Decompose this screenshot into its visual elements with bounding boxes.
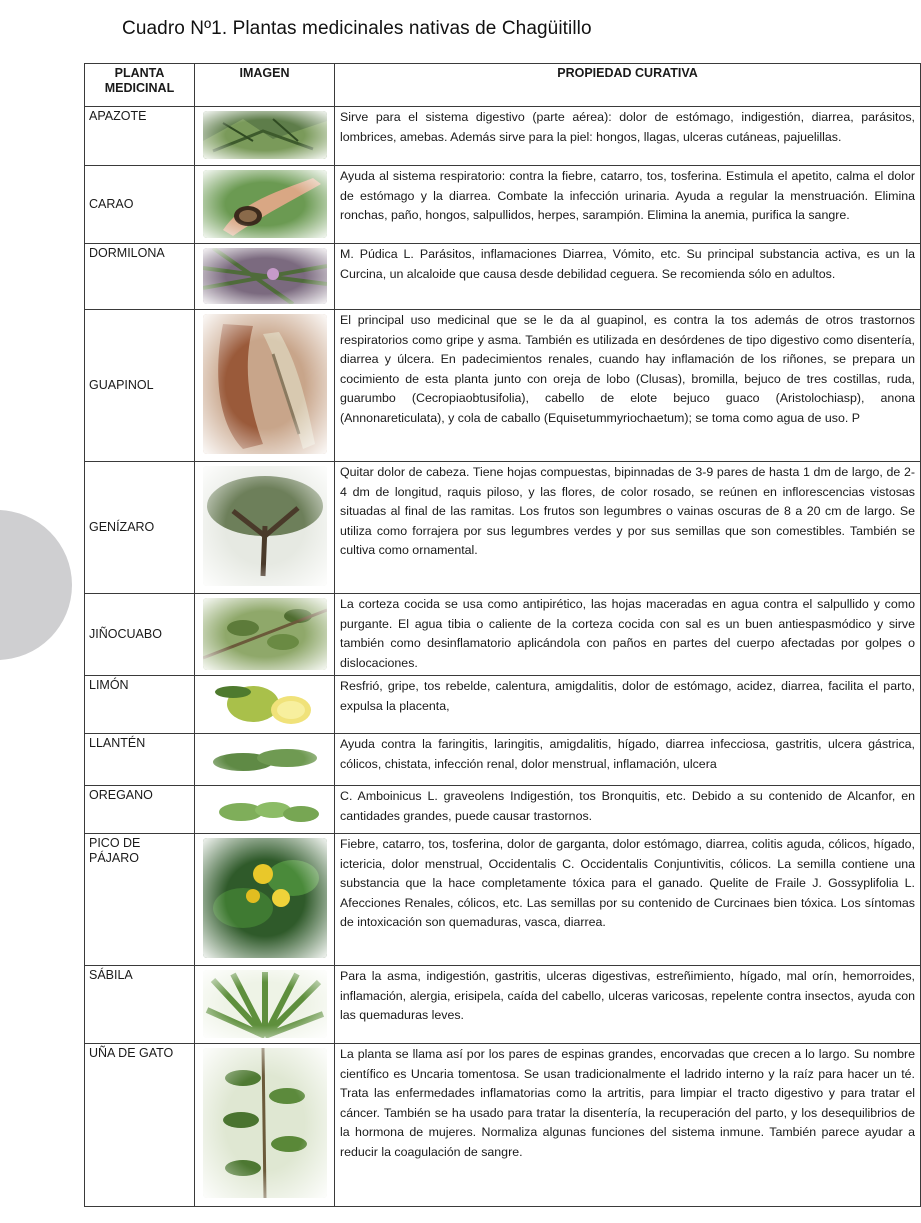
pico-de-pajaro-flowers-image [203, 838, 327, 958]
sabila-aloe-image [203, 970, 327, 1038]
decorative-side-circle [0, 510, 72, 660]
plant-description: Ayuda contra la faringitis, laringitis, amigdalitis, hígado, diarrea infecciosa, gastritis, ulcera gástrica, cólicos, chistata, infección renal, dolor menstrual, inflamación, ulcera [335, 734, 921, 786]
plant-description: Ayuda al sistema respiratorio: contra la fiebre, catarro, tos, tosferina. Estimula el apetito, calma el dolor de estómago y la diarrea. Combate la infección urinaria. Ayuda a regular la menstruación. Elimina ronchas, paño, hongos, salpullidos, herpes, sarampión. Elimina la anemia, purifica la sangre. [335, 166, 921, 244]
table-row [85, 310, 921, 462]
dormilona-plant-image [203, 248, 327, 304]
plant-name: GUAPINOL [85, 310, 195, 462]
table-row [85, 734, 921, 786]
apazote-leaves-image [203, 111, 327, 159]
carao-pod-image [203, 170, 327, 238]
plant-name: LLANTÉN [85, 734, 195, 786]
plant-description: M. Púdica L. Parásitos, inflamaciones Diarrea, Vómito, etc. Su principal substancia activa, es un la Curcina, un alcaloide que causa desde debilidad ceguera. Se recomienda sólo en adultos. [335, 244, 921, 310]
plant-description: Sirve para el sistema digestivo (parte aérea): dolor de estómago, indigestión, diarrea, parásitos, lombrices, amebas. Además sirve para la piel: hongos, llagas, ulceras cutáneas, pajuelillas. [335, 107, 921, 166]
table-title: Cuadro Nº1. Plantas medicinales nativas de Chagüitillo [122, 18, 592, 39]
guapinol-fruit-image [203, 314, 327, 454]
plant-name: PICO DE PÁJARO [85, 834, 195, 966]
plant-description: El principal uso medicinal que se le da al guapinol, es contra la tos además de otros trastornos respiratorios como gripe y asma. También es utilizada en desórdenes de tipo digestivo como disentería, diarrea y úlcera. En padecimientos renales, cuando hay inflamación de los riñones, se prepara un cocimiento de esta planta junto con oreja de lobo (Clusas), bromilla, bejuco de tres costillas, ruda, guarumbo (Cecropiaobtusifolia), cabello de elote bejuco guaco (Aristolochiasp), anona (Annonareticulata), y cola de caballo (Equisetummyriochaetum); se toma como agua de uso. P [335, 310, 921, 462]
plant-description: Quitar dolor de cabeza. Tiene hojas compuestas, bipinnadas de 3-9 pares de hasta 1 dm de largo, de 2-4 dm de longitud, raquis piloso, y las flores, de color rosado, se reúnen en inflorescencias vistosas situadas al final de las ramitas. Los frutos son legumbres o vainas oscuras de 8 a 20 cm de largo. Se utiliza como forrajera por sus legumbres verdes y por sus semillas que son comestibles. También se cultiva como ornamental. [335, 462, 921, 594]
plant-name: GENÍZARO [85, 462, 195, 594]
plant-name: OREGANO [85, 786, 195, 834]
una-de-gato-vine-image [203, 1048, 327, 1198]
plant-description: Fiebre, catarro, tos, tosferina, dolor de garganta, dolor estómago, diarrea, colitis aguda, cólicos, hígado, ictericia, dolor menstrual, Occidentalis C. Occidentalis Conjuntivitis, cólicos. La semilla contiene una substancia que la hace completamente tóxica para el ganado. Quelite de Fraile J. Gossyplifolia L. Afecciones Renales, cólicos, etc. Las semillas por su contenido de Curcinaes bien tóxica. Los síntomas de intoxicación son quemaduras, vasca, diarrea. [335, 834, 921, 966]
plant-name: DORMILONA [85, 244, 195, 310]
table-row [85, 676, 921, 734]
table-row [85, 786, 921, 834]
plant-description: C. Amboinicus L. graveolens Indigestión, tos Bronquitis, etc. Debido a su contenido de Alcanfor, en cantidades grandes, puede causar trastornos. [335, 786, 921, 834]
plant-name: APAZOTE [85, 107, 195, 166]
jinocuabo-leaves-image [203, 598, 327, 670]
header-row [85, 64, 921, 107]
oregano-leaves-image [203, 790, 327, 828]
table-row [85, 166, 921, 244]
table-row [85, 966, 921, 1044]
plant-name: CARAO [85, 166, 195, 244]
plant-description: Para la asma, indigestión, gastritis, ulceras digestivas, estreñimiento, hígado, mal orín, hemorroides, inflamación, alergia, erisipela, caída del cabello, ulceras varicosas, repelente contra insectos, ayuda con las quemaduras leves. [335, 966, 921, 1044]
table-row [85, 594, 921, 676]
medicinal-plants-table [84, 63, 921, 1207]
plant-name: SÁBILA [85, 966, 195, 1044]
table-row [85, 1044, 921, 1207]
table-row [85, 244, 921, 310]
header-property: PROPIEDAD CURATIVA [335, 64, 921, 107]
plant-description: La corteza cocida se usa como antipirético, las hojas maceradas en agua contra el salpullido y como purgante. El agua tibia o caliente de la corteza cocida con sal es un buen antiespasmódico y sirve también como desinflamatorio aplicándola con paños en partes del cuerpo afectadas por golpes o dislocaciones. [335, 594, 921, 676]
table-row [85, 834, 921, 966]
table-row [85, 462, 921, 594]
plant-name: JIÑOCUABO [85, 594, 195, 676]
plant-name: LIMÓN [85, 676, 195, 734]
plant-name: UÑA DE GATO [85, 1044, 195, 1207]
plant-description: Resfrió, gripe, tos rebelde, calentura, amigdalitis, dolor de estómago, acidez, diarrea, facilita el parto, expulsa la placenta, [335, 676, 921, 734]
table-row [85, 107, 921, 166]
plant-description: La planta se llama así por los pares de espinas grandes, encorvadas que crecen a lo largo. Su nombre científico es Uncaria tomentosa. Se usan tradicionalmente el ladrido interno y la raíz para hacer un té. Trata las enfermedades inflamatorias como la artritis, para limpiar el tracto digestivo y para tratar el cáncer. También se ha usado para tratar la disentería, la recuperación del parto, y los desequilibrios de la hormona de mujeres. Normaliza algunas funciones del sistema inmune. También parece ayudar a reducir la coagulación de sangre. [335, 1044, 921, 1207]
genizaro-tree-image [203, 466, 327, 586]
llanten-leaves-image [203, 738, 327, 780]
header-image: IMAGEN [195, 64, 335, 107]
limon-fruit-image [203, 680, 327, 728]
header-plant: PLANTA MEDICINAL [85, 64, 195, 107]
